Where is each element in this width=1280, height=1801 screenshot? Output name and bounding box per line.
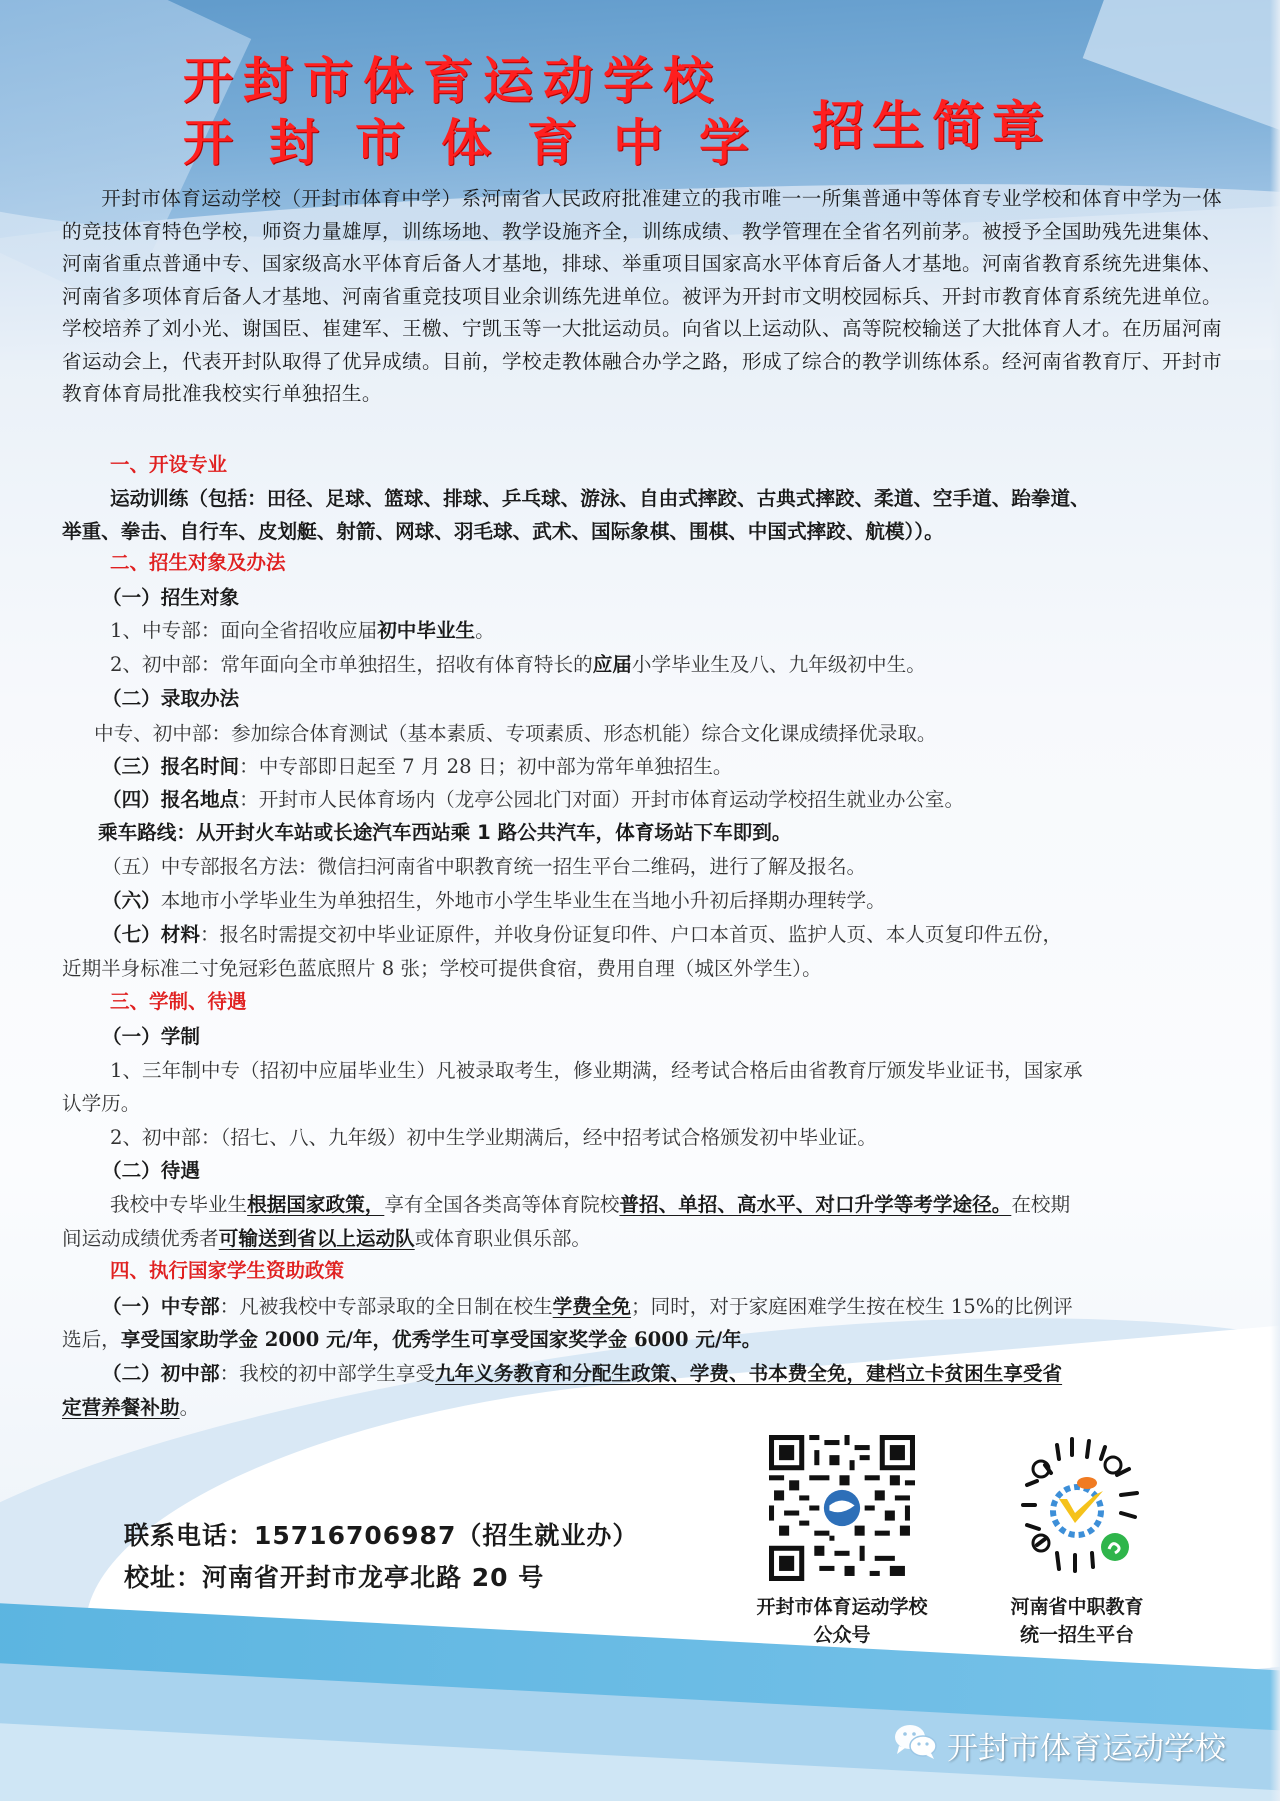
qr-code-icon[interactable] <box>769 1435 915 1581</box>
materials-label: （七）材料 <box>102 923 200 946</box>
qr-label-line-1: 开封市体育运动学校 <box>756 1596 928 1618</box>
title-enrollment-guide: 招生简章 <box>812 97 1053 157</box>
qr-enrollment-platform-label <box>977 1593 1177 1649</box>
benefits-line-1 <box>110 1188 1070 1217</box>
subheading-benefits: （二）待遇 <box>102 1159 200 1182</box>
contact-phone[interactable]: 联系电话：15716706987（招生就业办） <box>124 1521 639 1550</box>
schooling-item-2: 2、初中部：（招七、八、九年级）初中生学业期满后，经中招考试合格颁发初中毕业证。 <box>110 1126 877 1149</box>
benefits-policy: 根据国家政策， <box>247 1193 385 1216</box>
subheading-schooling: （一）学制 <box>102 1025 200 1048</box>
benefits-paths: 普招、单招、高水平、对口升学等考学途径。 <box>619 1193 1012 1216</box>
subheading-targets: （一）招生对象 <box>102 586 240 609</box>
mini-program-code-icon[interactable] <box>997 1425 1157 1585</box>
aid-junior-line-1 <box>102 1357 1062 1386</box>
qr-official-account <box>752 1435 932 1649</box>
transfer-note-text: 本地市小学毕业生为单独招生，外地市小学生毕业生在当地小升初后择期办理转学。 <box>160 889 886 912</box>
benefits2-text-c: 或体育职业俱乐部。 <box>414 1227 592 1250</box>
transfer-note <box>102 884 886 913</box>
target-item-2-end: 小学毕业生及八、九年级初中生。 <box>631 653 926 676</box>
aid-secondary-label: （一）中专部 <box>102 1295 220 1318</box>
materials-text: ：报名时需提交初中毕业证原件，并收身份证复印件、户口本首页、监护人页、本人页复印件五份， <box>199 923 1063 946</box>
target-item-2-emphasis: 应届 <box>592 653 632 676</box>
aid-secondary-line-1 <box>102 1290 1073 1319</box>
materials-line-1 <box>102 918 1062 947</box>
target-item-2 <box>110 648 926 677</box>
registration-time-label: （三）报名时间 <box>102 755 240 778</box>
online-registration: （五）中专部报名方法：微信扫河南省中职教育统一招生平台二维码，进行了解及报名。 <box>102 855 867 878</box>
qr-enrollment-platform <box>977 1425 1177 1649</box>
admission-method: 中专、初中部：参加综合体育测试（基本素质、专项素质、形态机能）综合文化课成绩择优录取。 <box>94 722 937 745</box>
benefits-line-2 <box>62 1222 591 1251</box>
benefits-text-a: 我校中专毕业生 <box>110 1193 248 1216</box>
title-block <box>183 50 785 174</box>
bus-route: 乘车路线：从开封火车站或长途汽车西站乘 1 路公共汽车，体育场站下车即到。 <box>98 821 792 844</box>
aid-junior-policy: 九年义务教育和分配生政策、学费、书本费全免，建档立卡贫困生享受省 <box>435 1362 1063 1385</box>
registration-time-value: ：中专部即日起至 7 月 28 日；初中部为常年单独招生。 <box>239 755 733 778</box>
contact-info <box>124 1515 638 1599</box>
aid-junior-end: 。 <box>179 1396 200 1419</box>
benefits-text-c: 享有全国各类高等体育院校 <box>384 1193 620 1216</box>
majors-line-1: 运动训练（包括：田径、足球、篮球、排球、乒乓球、游泳、自由式摔跤、古典式摔跤、柔道、空手道、跆拳道、 <box>110 487 1090 510</box>
benefits-text-e: 在校期 <box>1011 1193 1071 1216</box>
aid-tuition-free: 学费全免 <box>552 1295 632 1318</box>
subheading-method: （二）录取办法 <box>102 687 240 710</box>
aid-junior-text-a: ：我校的初中部学生享受 <box>219 1362 436 1385</box>
benefits2-text-a: 间运动成绩优秀者 <box>62 1227 219 1250</box>
section-heading-system: 三、学制、待遇 <box>110 990 247 1013</box>
qr-label-line-1: 河南省中职教育 <box>1010 1596 1144 1618</box>
contact-address: 校址：河南省开封市龙亭北路 20 号 <box>124 1563 545 1592</box>
qr-label-line-2: 统一招生平台 <box>1019 1624 1134 1646</box>
registration-location <box>102 783 964 812</box>
benefits2-transfer: 可输送到省以上运动队 <box>218 1227 415 1250</box>
target-item-2-text: 2、初中部：常年面向全市单独招生，招收有体育特长的 <box>110 653 593 676</box>
transfer-note-label: （六） <box>102 889 161 912</box>
target-item-1 <box>110 614 495 643</box>
registration-time <box>102 750 733 779</box>
materials-line-2: 近期半身标准二寸免冠彩色蓝底照片 8 张；学校可提供食宿，费用自理（城区外学生）。 <box>62 957 822 980</box>
majors-line-2: 举重、拳击、自行车、皮划艇、射箭、网球、羽毛球、武术、国际象棋、围棋、中国式摔跤、航模））。 <box>62 520 944 543</box>
qr-official-account-label <box>752 1593 932 1649</box>
aid-secondary-text-c: ；同时，对于家庭困难学生按在校生 15%的比例评 <box>631 1295 1073 1318</box>
aid-secondary-text-d: 选后， <box>62 1328 121 1351</box>
registration-location-label: （四）报名地点 <box>102 788 240 811</box>
aid-secondary-text-a: ：凡被我校中专部录取的全日制在校生 <box>219 1295 553 1318</box>
target-item-1-end: 。 <box>475 619 495 642</box>
target-item-1-text: 1、中专部：面向全省招收应届 <box>110 619 378 642</box>
watermark-text: 开封市体育运动学校 <box>947 1730 1226 1767</box>
section-heading-admission: 二、招生对象及办法 <box>110 551 286 574</box>
schooling-item-1: 1、三年制中专（招初中应届毕业生）凡被录取考生，修业期满，经考试合格后由省教育厅颁发毕业证书，国家承 <box>110 1059 1083 1082</box>
section-heading-majors: 一、开设专业 <box>110 453 228 476</box>
aid-junior-line-2 <box>62 1391 199 1420</box>
registration-location-value: ：开封市人民体育场内（龙亭公园北门对面）开封市体育运动学校招生就业办公室。 <box>239 788 965 811</box>
qr-label-line-2: 公众号 <box>813 1624 871 1646</box>
wechat-watermark <box>893 1722 1226 1768</box>
aid-secondary-line-2 <box>62 1323 761 1352</box>
title-school-alt-name: 开封市体育中学 <box>183 114 785 172</box>
aid-junior-label: （二）初中部 <box>102 1362 220 1385</box>
schooling-item-1-cont: 认学历。 <box>62 1092 141 1115</box>
intro-paragraph: 开封市体育运动学校（开封市体育中学）系河南省人民政府批准建立的我市唯一一所集普通中等体育专业学校和体育中学为一体的竞技体育特色学校，师资力量雄厚，训练场地、教学设施齐全，训练成绩、教学管理在全省名列前茅。被授予全国助残先进集体、河南省重点普通中专、国家级高水平体育后备人才基地，排球、举重项目国家高水平体育后备人才基地。河南省教育系统先进集体、河南省多项体育后备人才基地、河南省重竞技项目业余训练先进单位。被评为开封市文明校园标兵、开封市教育体育系统先进单位。学校培养了刘小光、谢国臣、崔建军、王檄、宁凯玉等一大批运动员。向省以上运动队、高等院校输送了大批体育人才。在历届河南省运动会上，代表开封队取得了优异成绩。目前，学校走教体融合办学之路，形成了综合的教学训练体系。经河南省教育厅、开封市教育体育局批准我校实行单独招生。 <box>62 187 1222 405</box>
target-item-1-emphasis: 初中毕业生 <box>377 619 476 642</box>
title-school-name: 开封市体育运动学校 <box>183 52 723 110</box>
aid-meal-subsidy: 定营养餐补助 <box>62 1396 180 1419</box>
wechat-icon <box>893 1722 939 1768</box>
aid-grants: 享受国家助学金 2000 元/年，优秀学生可享受国家奖学金 6000 元/年。 <box>120 1328 762 1351</box>
section-heading-aid: 四、执行国家学生资助政策 <box>110 1259 345 1282</box>
intro-section <box>62 183 1222 411</box>
